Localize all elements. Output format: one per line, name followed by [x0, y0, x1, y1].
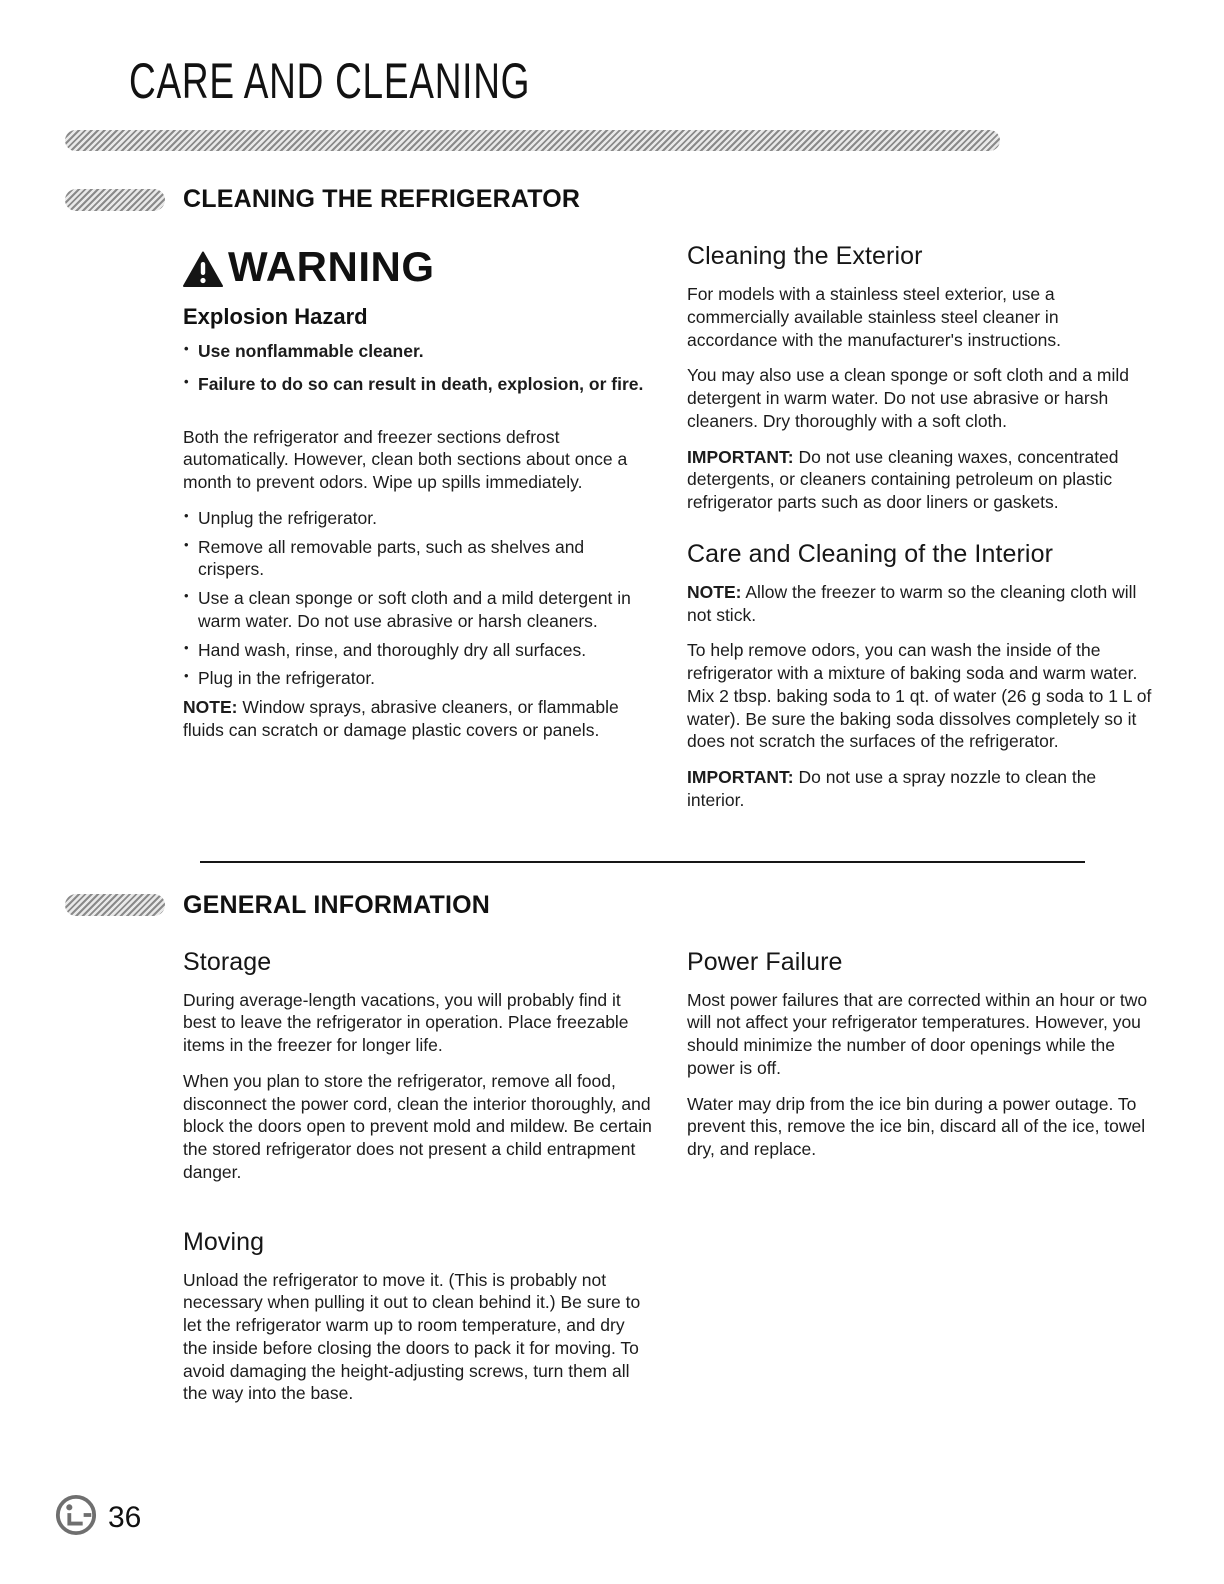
subsection-heading: Cleaning the Exterior [687, 242, 923, 270]
warning-title: WARNING [228, 243, 435, 290]
note [687, 581, 1153, 627]
list-item: • Unplug the refrigerator. [183, 507, 653, 530]
section-bullet [65, 189, 165, 211]
cleaning-columns [183, 242, 1156, 825]
header-rule [65, 130, 1000, 151]
subsection-heading: Power Failure [687, 947, 843, 976]
page-title: CARE AND CLEANING [129, 53, 531, 109]
general-columns [183, 948, 1156, 1419]
paragraph: You may also use a clean sponge or soft cloth and a mild detergent in warm water. Do not use abrasive or harsh cleaners. Dry thoroughly with a soft cloth. [687, 365, 1129, 431]
list-item: • Hand wash, rinse, and thoroughly dry all surfaces. [183, 639, 653, 662]
page-footer [55, 1492, 147, 1543]
paragraph: When you plan to store the refrigerator, remove all food, disconnect the power cord, clean the interior thoroughly, and block the doors open to prevent mold and mildew. Be certain the stored refrigerator does not present a child entrapment danger. [183, 1070, 652, 1182]
important-note [687, 446, 1153, 514]
section-cleaning-header [65, 185, 1156, 214]
paragraph: For models with a stainless steel exterior, use a commercially available stainless steel cleaner in accordance with the manufacturer's instructions. [687, 284, 1061, 350]
cleaning-step-list [183, 507, 653, 690]
important-text: Do not use a spray nozzle to clean the interior. [687, 767, 1097, 810]
cleaning-left-column [183, 242, 653, 825]
subsection-heading: Storage [183, 947, 272, 976]
note-label: NOTE: [687, 581, 742, 602]
moving-block [183, 1228, 653, 1406]
storage-block [183, 948, 653, 1184]
important-label: IMPORTANT: [687, 767, 794, 787]
note [183, 696, 653, 742]
list-item: • Remove all removable parts, such as shelves and crispers. [183, 536, 653, 582]
section-cleaning [65, 185, 1156, 825]
subsection-heading: Care and Cleaning of the Interior [687, 539, 1054, 568]
warning-icon [183, 251, 223, 288]
section-bullet [65, 894, 165, 916]
list-item: • Plug in the refrigerator. [183, 667, 653, 690]
section-general [65, 891, 1156, 1419]
paragraph: To help remove odors, you can wash the inside of the refrigerator with a mixture of baking soda and warm water. Mix 2 tbsp. baking soda to 1 qt. of water (26 g soda to 1 L of water). Be sure the baking soda dissolves completely so it does not scratch the surfaces of the refrigerator. [687, 640, 1152, 752]
important-note [687, 766, 1153, 812]
hazard-title: Explosion Hazard [183, 304, 368, 329]
general-left-column [183, 948, 653, 1419]
important-text: Do not use cleaning waxes, concentrated detergents, or cleaners containing petroleum on plastic refrigerator parts such as door liners or gaskets. [687, 446, 1119, 512]
general-right-column [687, 948, 1153, 1419]
section-divider [200, 861, 1085, 863]
paragraph: Both the refrigerator and freezer sections defrost automatically. However, clean both sections about once a month to prevent odors. Wipe up spills immediately. [183, 426, 628, 492]
important-label: IMPORTANT: [687, 446, 794, 467]
note-label: NOTE: [183, 697, 238, 717]
subsection-heading: Moving [183, 1227, 265, 1256]
page-number: 36 [108, 1500, 142, 1534]
section-heading: CLEANING THE REFRIGERATOR [183, 185, 581, 213]
paragraph: During average-length vacations, you will probably find it best to leave the refrigerator in operation. Place freezable items in the freezer for longer life. [183, 989, 629, 1055]
paragraph: Water may drip from the ice bin during a power outage. To prevent this, remove the ice bin, discard all of the ice, towel dry, and replace. [687, 1093, 1146, 1159]
section-general-header [65, 891, 1156, 920]
paragraph: Most power failures that are corrected within an hour or two will not affect your refrigerator temperatures. However, you should minimize the number of door openings while the power is off. [687, 989, 1148, 1078]
spacer [183, 406, 653, 426]
section-heading: GENERAL INFORMATION [183, 890, 491, 919]
lg-logo [55, 1494, 97, 1541]
list-item: • Failure to do so can result in death, explosion, or fire. [183, 373, 653, 396]
list-item: • Use a clean sponge or soft cloth and a mild detergent in warm water. Do not use abrasive or harsh cleaners. [183, 587, 653, 633]
note-text: Allow the freezer to warm so the cleaning cloth will not stick. [687, 581, 1137, 625]
hazard-bullet-list [183, 340, 653, 396]
cleaning-right-column [687, 242, 1153, 825]
warning-heading [183, 242, 653, 288]
list-item: • Use nonflammable cleaner. [183, 340, 653, 363]
paragraph: Unload the refrigerator to move it. (This is probably not necessary when pulling it out to clean behind it.) Be sure to let the refrigerator warm up to room temperature, and dry the inside before closing the doors to pack it for moving. To avoid damaging the height-adjusting screws, turn them all the way into the base. [183, 1269, 641, 1404]
note-text: Window sprays, abrasive cleaners, or flammable fluids can scratch or damage plastic covers or panels. [183, 697, 619, 740]
